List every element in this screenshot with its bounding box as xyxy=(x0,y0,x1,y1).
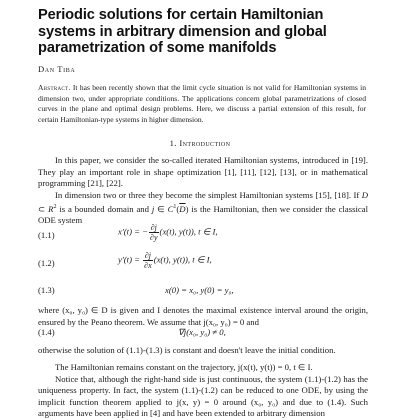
equation-1-2: y′(t) = $\frac{\partial j}{\partial x}$ (x(t), y(t)), t ∈ I, xyxy=(118,251,212,270)
equation-number-1-4: (1.4) xyxy=(38,327,55,337)
equation-number-1-1: (1.1) xyxy=(38,230,55,240)
abstract-label: Abstract. xyxy=(38,83,71,92)
domain-symbol: D xyxy=(361,190,368,200)
paragraph-5-text: The Hamiltonian remains constant on the trajectory, j(x(t), y(t)) = 0, t ∈ I. xyxy=(55,362,313,372)
equation-number-1-3: (1.3) xyxy=(38,285,55,295)
paragraph-4: otherwise the solution of (1.1)-(1.3) is constant and doesn't leave the initial condition. xyxy=(38,345,336,355)
paragraph-2-part-b: is a bounded domain and xyxy=(56,203,152,214)
paragraph-6: Notice that, although the right-hand side is just continuous, the system (1.1)-(1.2) has the uniqueness property. In fact, the system (1.1)-(1.2) can be reduced to one ODE, by using the implicit function theorem applied to j(x, y) = 0 around (x₀, y₀) and due to (1.4). Such arguments have been applied in [4] and have been extended to arbitrary dimension xyxy=(38,373,368,419)
equation-1-1: x′(t) = − $\frac{\partial j}{\partial y}$ (x(t), y(t)), t ∈ I, xyxy=(118,223,218,242)
paragraph-1: In this paper, we consider the so-called iterated Hamiltonian systems, introduced in [19]. They play an important role in shape optimization [1], [11], [12], [13], or in mathematical programming [21], [22]. xyxy=(38,155,368,189)
paragraph-2: In dimension two or three they become the simplest Hamiltonian systems [15], [18]. If D ⊂ $R^2$ is a bounded domain and j ∈ $C^1(\overline{D})$ is the Hamiltonian, then we consider the classical ODE system xyxy=(38,190,368,226)
author-name: Dan Tiba xyxy=(38,64,76,74)
abstract xyxy=(38,83,366,126)
section-heading: 1. Introduction xyxy=(169,138,231,148)
paragraph-5 xyxy=(38,362,368,420)
equation-1-3: x(0) = x₀, y(0) = y₀, xyxy=(165,285,234,295)
paragraph-2-part-a: In dimension two or three they become the simplest Hamiltonian systems [15], [18]. If xyxy=(55,190,362,200)
paragraph-3: where (x₀, y₀) ∈ D is given and I denotes the maximal existence interval around the origin, ensured by the Peano theorem. We assume that j(x₀, y₀) = 0 and xyxy=(38,305,368,327)
abstract-text: It has been recently shown that the limit cycle situation is not valid for Hamiltonian systems in dimension two, under appropriate conditions. The applications concern global parametrizations of closed curves in the plane and optimal design problems. Here, we discuss a partial extension of this result, for certain Hamiltonian-type systems in higher dimension. xyxy=(38,83,366,125)
equation-1-4: ∇j(x₀, y₀) ≠ 0, xyxy=(178,327,226,337)
equation-number-1-2: (1.2) xyxy=(38,258,55,268)
paper-title: Periodic solutions for certain Hamiltonian systems in arbitrary dimension and global parametrization of some manifolds xyxy=(38,7,327,56)
paragraph-2-part-c: is the Hamiltonian, then we consider the classical ODE system xyxy=(38,203,368,226)
